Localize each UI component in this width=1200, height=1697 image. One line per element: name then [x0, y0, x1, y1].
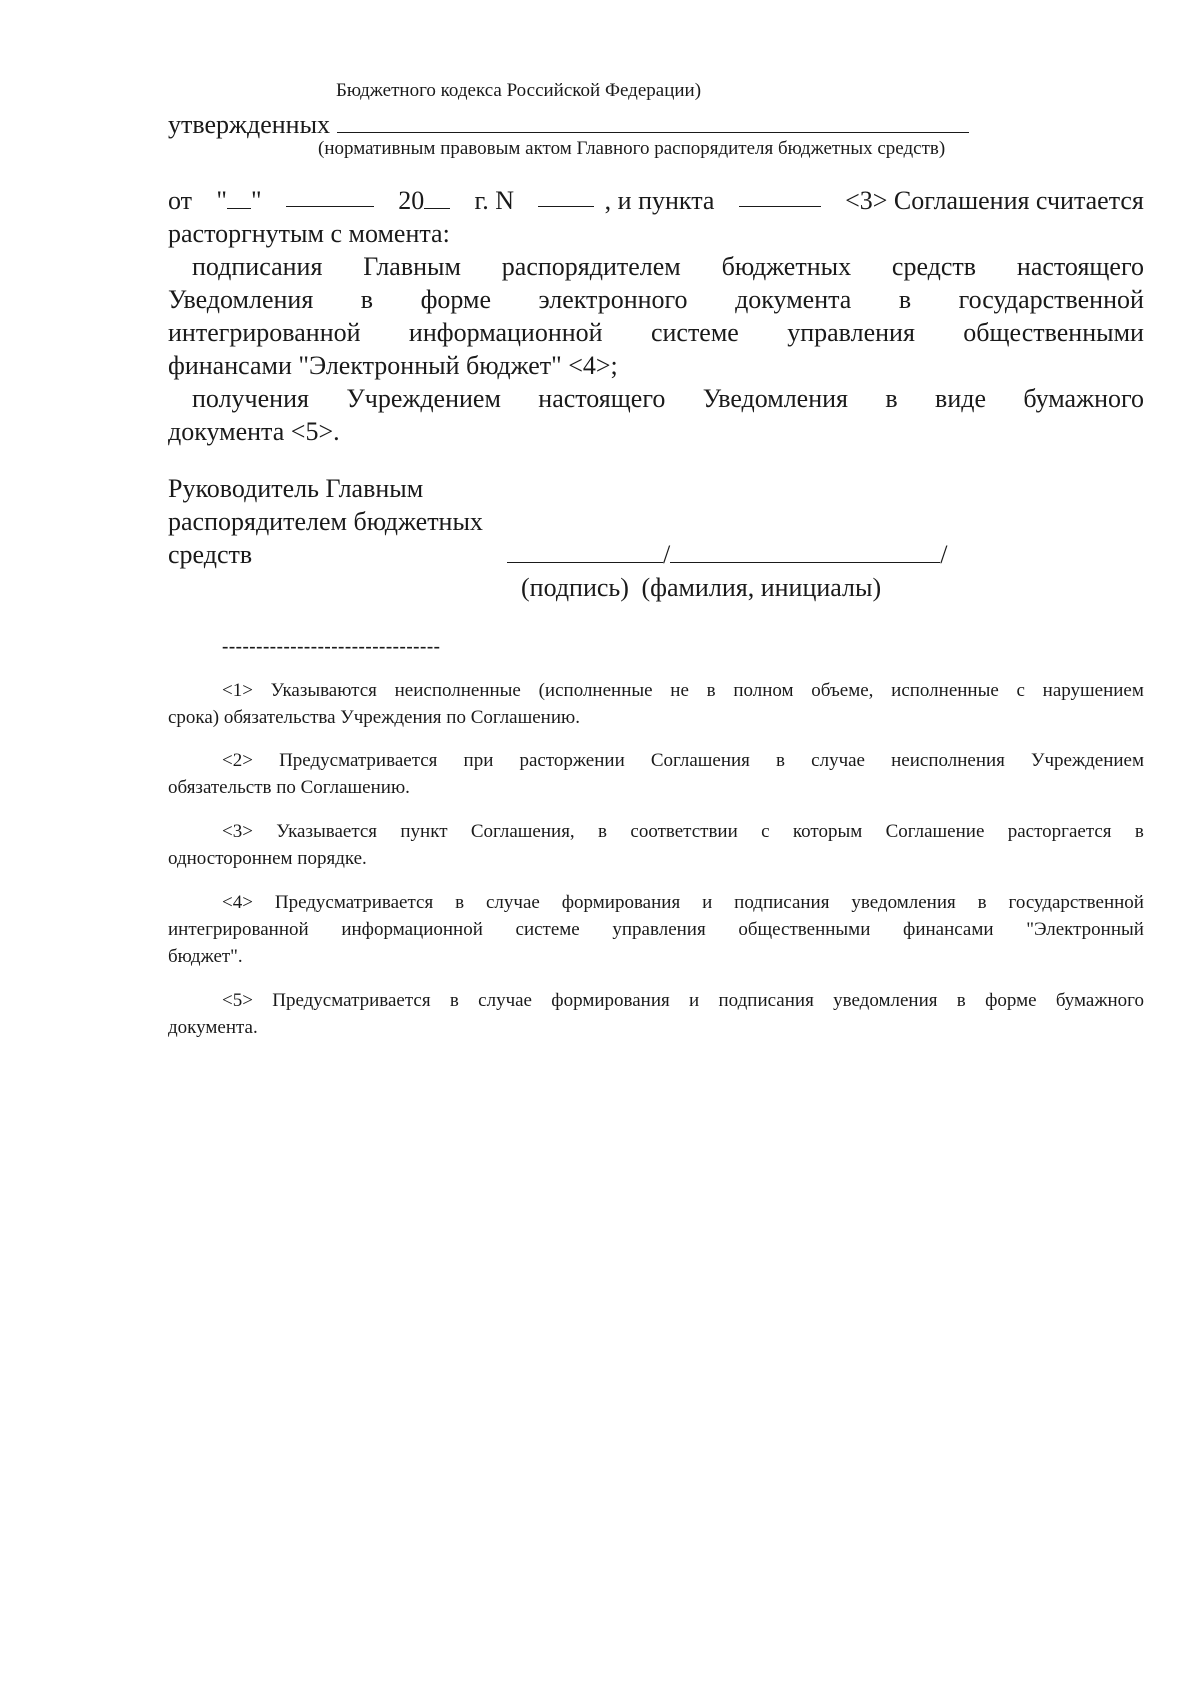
- word: форме: [985, 990, 1037, 1011]
- caption-signature: (подпись): [521, 573, 629, 602]
- word: уведомления: [833, 990, 938, 1011]
- word: интегрированной: [168, 919, 309, 940]
- footnote-4-line2: [168, 916, 1144, 943]
- word: <5>: [222, 990, 253, 1011]
- word: подписания: [718, 990, 814, 1011]
- word: пункт: [400, 821, 448, 842]
- word: получения: [192, 384, 309, 413]
- slash-2: /: [940, 540, 948, 569]
- budget-code-tail: Бюджетного кодекса Российской Федерации): [336, 80, 702, 101]
- para1-line3: [168, 316, 1144, 349]
- word: в: [598, 821, 608, 842]
- word: интегрированной: [168, 318, 361, 347]
- word: <2>: [222, 750, 253, 771]
- word: и: [689, 990, 700, 1011]
- word: "Электронный: [1026, 919, 1144, 940]
- para2-line1: [168, 382, 1144, 415]
- word: формирования: [551, 990, 670, 1011]
- word: настоящего: [1016, 252, 1144, 281]
- word: Предусматривается: [274, 892, 434, 913]
- word: Учреждением: [346, 384, 501, 413]
- signer-title-2: распорядителем бюджетных: [168, 507, 483, 536]
- word: государственной: [958, 285, 1144, 314]
- word: управления: [787, 318, 915, 347]
- word: Предусматривается: [279, 750, 438, 771]
- word: форме: [420, 285, 492, 314]
- word: неисполненные: [394, 680, 521, 701]
- signature-line: [507, 538, 947, 571]
- month-blank: [286, 184, 374, 207]
- word: в: [449, 990, 459, 1011]
- word: полном: [733, 680, 794, 701]
- footnote-2: [168, 747, 1144, 801]
- footnote-2-last: обязательств по Соглашению.: [168, 777, 410, 798]
- approved-line: [168, 108, 969, 141]
- footnote-1-last: срока) обязательства Учреждения по Соглашению.: [168, 707, 580, 728]
- word: с: [761, 821, 770, 842]
- word: бумажного: [1023, 384, 1144, 413]
- word: в: [1134, 821, 1144, 842]
- para1-last: финансами "Электронный бюджет" <4>;: [168, 351, 618, 380]
- word: <1>: [222, 680, 253, 701]
- word: бумажного: [1055, 990, 1144, 1011]
- approved-label: утвержденных: [168, 110, 331, 139]
- footnote-4-line1: [168, 889, 1144, 916]
- word: в: [885, 384, 898, 413]
- word: расторжении: [519, 750, 625, 771]
- word: государственной: [1008, 892, 1144, 913]
- word: настоящего: [538, 384, 666, 413]
- word: случае: [478, 990, 532, 1011]
- signature-blank: [507, 540, 663, 563]
- word: подписания: [734, 892, 830, 913]
- word: системе: [515, 919, 580, 940]
- word: виде: [935, 384, 987, 413]
- signer-title-1: Руководитель Главным: [168, 474, 424, 503]
- footnote-4-last: бюджет".: [168, 946, 243, 967]
- word: неисполнения: [891, 750, 1005, 771]
- word: Соглашения: [650, 750, 750, 771]
- word: Главным: [363, 252, 461, 281]
- word: в: [776, 750, 786, 771]
- para2-last: документа <5>.: [168, 417, 340, 446]
- slash-1: /: [663, 540, 671, 569]
- footnote-1: [168, 677, 1144, 731]
- word: в: [898, 285, 912, 314]
- word: Уведомления: [702, 384, 849, 413]
- approved-hint: (нормативным правовым актом Главного распорядителя бюджетных средств): [318, 138, 946, 159]
- word: Уведомления: [168, 285, 314, 314]
- word: в: [455, 892, 465, 913]
- word: Учреждением: [1031, 750, 1144, 771]
- word: формирования: [561, 892, 681, 913]
- year-blank: [424, 186, 450, 209]
- word: в: [956, 990, 966, 1011]
- date-line: [168, 184, 1144, 217]
- word: не: [670, 680, 689, 701]
- word: подписания: [192, 252, 323, 281]
- word: управления: [612, 919, 706, 940]
- word: с: [1016, 680, 1025, 701]
- footnote-5-last: документа.: [168, 1017, 258, 1038]
- footnote-1-line1: [168, 677, 1144, 704]
- from-label: от: [168, 186, 193, 215]
- word: в: [977, 892, 987, 913]
- word: соответствии: [630, 821, 738, 842]
- word: системе: [650, 318, 739, 347]
- word: Соглашение: [885, 821, 985, 842]
- footnote-4: [168, 889, 1144, 970]
- word: информационной: [341, 919, 483, 940]
- word: финансами: [903, 919, 994, 940]
- word: случае: [485, 892, 540, 913]
- word: расторгается: [1007, 821, 1112, 842]
- word: нарушением: [1042, 680, 1144, 701]
- word: исполненные: [891, 680, 999, 701]
- word: объеме,: [811, 680, 874, 701]
- footnote-3: [168, 818, 1144, 872]
- signer-title-3: средств: [168, 540, 253, 569]
- para1-line2: [168, 283, 1144, 316]
- number-label: г. N: [474, 186, 515, 215]
- para1-line1: [168, 250, 1144, 283]
- word: электронного: [538, 285, 688, 314]
- number-blank: [538, 184, 594, 207]
- word: Соглашения,: [470, 821, 575, 842]
- word: <3>: [222, 821, 253, 842]
- terminated-line: расторгнутым с момента:: [168, 219, 450, 248]
- signature-captions: [521, 571, 881, 604]
- word: Предусматривается: [272, 990, 431, 1011]
- footnote-3-last: одностороннем порядке.: [168, 848, 367, 869]
- word: документа: [735, 285, 852, 314]
- word: общественными: [963, 318, 1144, 347]
- word: распорядителем: [501, 252, 681, 281]
- footnote-5-line1: [168, 987, 1144, 1014]
- year-group: 20: [398, 184, 450, 217]
- word: которым: [792, 821, 863, 842]
- point-label: , и пункта: [604, 186, 715, 215]
- ref3-text: <3> Соглашения считается: [845, 186, 1144, 215]
- footnote-separator: --------------------------------: [222, 636, 441, 657]
- word: Указывается: [276, 821, 378, 842]
- word: при: [463, 750, 494, 771]
- footnote-5: [168, 987, 1144, 1041]
- caption-name: (фамилия, инициалы): [641, 573, 882, 602]
- date-quote: " ": [216, 186, 262, 215]
- point-blank: [739, 184, 821, 207]
- word: случае: [811, 750, 865, 771]
- footnote-2-line1: [168, 747, 1144, 774]
- word: общественными: [738, 919, 871, 940]
- day-blank: [227, 186, 251, 209]
- word: в: [360, 285, 374, 314]
- word: и: [702, 892, 713, 913]
- word: бюджетных: [721, 252, 852, 281]
- word: информационной: [408, 318, 603, 347]
- approved-blank: [337, 110, 969, 133]
- word: средств: [891, 252, 977, 281]
- footnote-3-line1: [168, 818, 1144, 845]
- word: в: [706, 680, 716, 701]
- word: Указываются: [270, 680, 377, 701]
- word: уведомления: [851, 892, 956, 913]
- name-blank: [670, 540, 940, 563]
- word: <4>: [222, 892, 253, 913]
- word: (исполненные: [538, 680, 653, 701]
